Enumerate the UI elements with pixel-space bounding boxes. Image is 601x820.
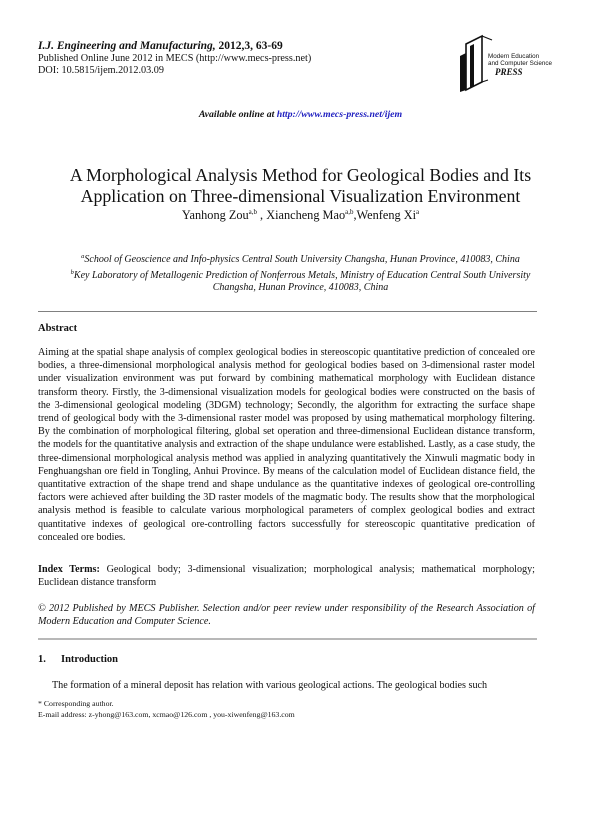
doi-line: DOI: 10.5815/ijem.2012.03.09 — [38, 65, 164, 76]
affiliation-mark: a — [81, 253, 85, 260]
affiliation-item — [20, 267, 581, 295]
section-title: Introduction — [61, 654, 118, 665]
abstract-body: Aiming at the spatial shape analysis of complex geological bodies in stereoscopic quantitative prediction of concealed ore bodies, a three-dimensional morphological analysis method for geological bodies based on 3-dimensional raster model under visualization environment was put forward by combining mathematical morphology with Euclidean distance transform theory. Firstly, the 3-dimensional visualization models for geological bodies were constructed on the basis of the 3-dimensional geological modeling (3DGM) technology; Secondly, the algorithm for extracting the surface shape trend of geological body with the 3-dimensional raster model was proposed by using mathematical morphology filtering. By the combination of morphological filtering, global set operation and three-dimensional Euclidean distance transform, the models for the quantitative analysis and extraction of the shape undulance were established. Lastly, as a case study, the three-dimensional morphological analysis method was applied in analyzing quantitatively the Xinwuli magmatic body in Fenghuangshan ore field in Tongling, Anhui Province. By means of the calculation model of Euclidean distance field, the quantitative extraction of the shape trend and shape undulance as the quantitative indexes of geological ore-controlling factors were achieved after building the 3D raster models of the magmatic body. The results show that the morphological analysis method is feasible to calculate various morphological parameters of complex geological bodies and extract quantitative indexes of geological ore-controlling factors successfully for stereoscopic quantitative predication of concealed ore bodies. — [38, 347, 535, 543]
author-affiliation-mark: a,b — [345, 208, 354, 216]
title-line-1: A Morphological Analysis Method for Geological Bodies and Its — [69, 165, 532, 185]
author-affiliation-mark: a,b — [248, 208, 257, 216]
affiliation-text: Key Laboratory of Metallogenic Prediction of Nonferrous Metals, Ministry of Education Central South University Changsha, Hunan Province, 410083, China — [73, 269, 531, 294]
affiliation-text: School of Geoscience and Info-physics Central South University Changsha, Hunan Province, 410083, China — [84, 254, 520, 265]
index-terms-text: Geological body; 3-dimensional visualization; morphological analysis; mathematical morphology; Euclidean distance transform — [38, 564, 535, 589]
affiliation-item — [20, 251, 581, 267]
journal-link[interactable]: http://www.mecs-press.net/ijem — [276, 109, 403, 120]
author-name: Yanhong Zou — [181, 208, 249, 222]
author-separator: , — [256, 208, 267, 222]
book-icon — [452, 30, 552, 94]
footnote — [38, 699, 295, 720]
index-terms-label: Index Terms: — [38, 564, 100, 575]
available-online — [0, 109, 601, 120]
index-terms — [38, 563, 535, 589]
abstract-top-divider — [38, 311, 537, 312]
author-name: Xiancheng Mao — [266, 208, 346, 222]
abstract-heading: Abstract — [38, 323, 78, 334]
author-affiliation-mark: a — [416, 208, 420, 216]
logo-line3: PRESS — [495, 67, 523, 77]
paper-title — [20, 165, 581, 207]
affiliation-mark: b — [70, 268, 74, 276]
author-separator: , — [353, 208, 357, 222]
section-number: 1. — [38, 654, 46, 665]
section-heading-introduction — [38, 654, 118, 665]
available-prefix: Available online at — [198, 109, 277, 120]
publisher-logo — [452, 30, 552, 94]
journal-citation — [38, 40, 283, 53]
journal-name: I.J. Engineering and Manufacturing, — [38, 40, 216, 52]
logo-line2: and Computer Science — [488, 60, 552, 67]
published-online-line: Published Online June 2012 in MECS (http://www.mecs-press.net) — [38, 53, 312, 64]
email-addresses: E-mail address: z-yhong@163.com, xcmao@126.com , you-xiwenfeng@163.com — [38, 709, 295, 719]
author-list — [0, 208, 601, 223]
introduction-first-line: The formation of a mineral deposit has relation with various geological actions. The geological bodies such — [52, 680, 488, 691]
abstract-bottom-divider — [38, 638, 537, 640]
affiliations — [20, 251, 581, 295]
corresponding-author-note: * Corresponding author. — [38, 699, 114, 708]
author-name: Wenfeng Xi — [356, 208, 416, 222]
logo-line1: Modern Education — [488, 53, 540, 60]
title-line-2: Application on Three-dimensional Visualization Environment — [80, 186, 521, 206]
copyright-notice: © 2012 Published by MECS Publisher. Selection and/or peer review under responsibility of the Research Association of Modern Education and Computer Science. — [38, 603, 535, 628]
journal-issue: 2012,3, 63-69 — [215, 40, 283, 52]
